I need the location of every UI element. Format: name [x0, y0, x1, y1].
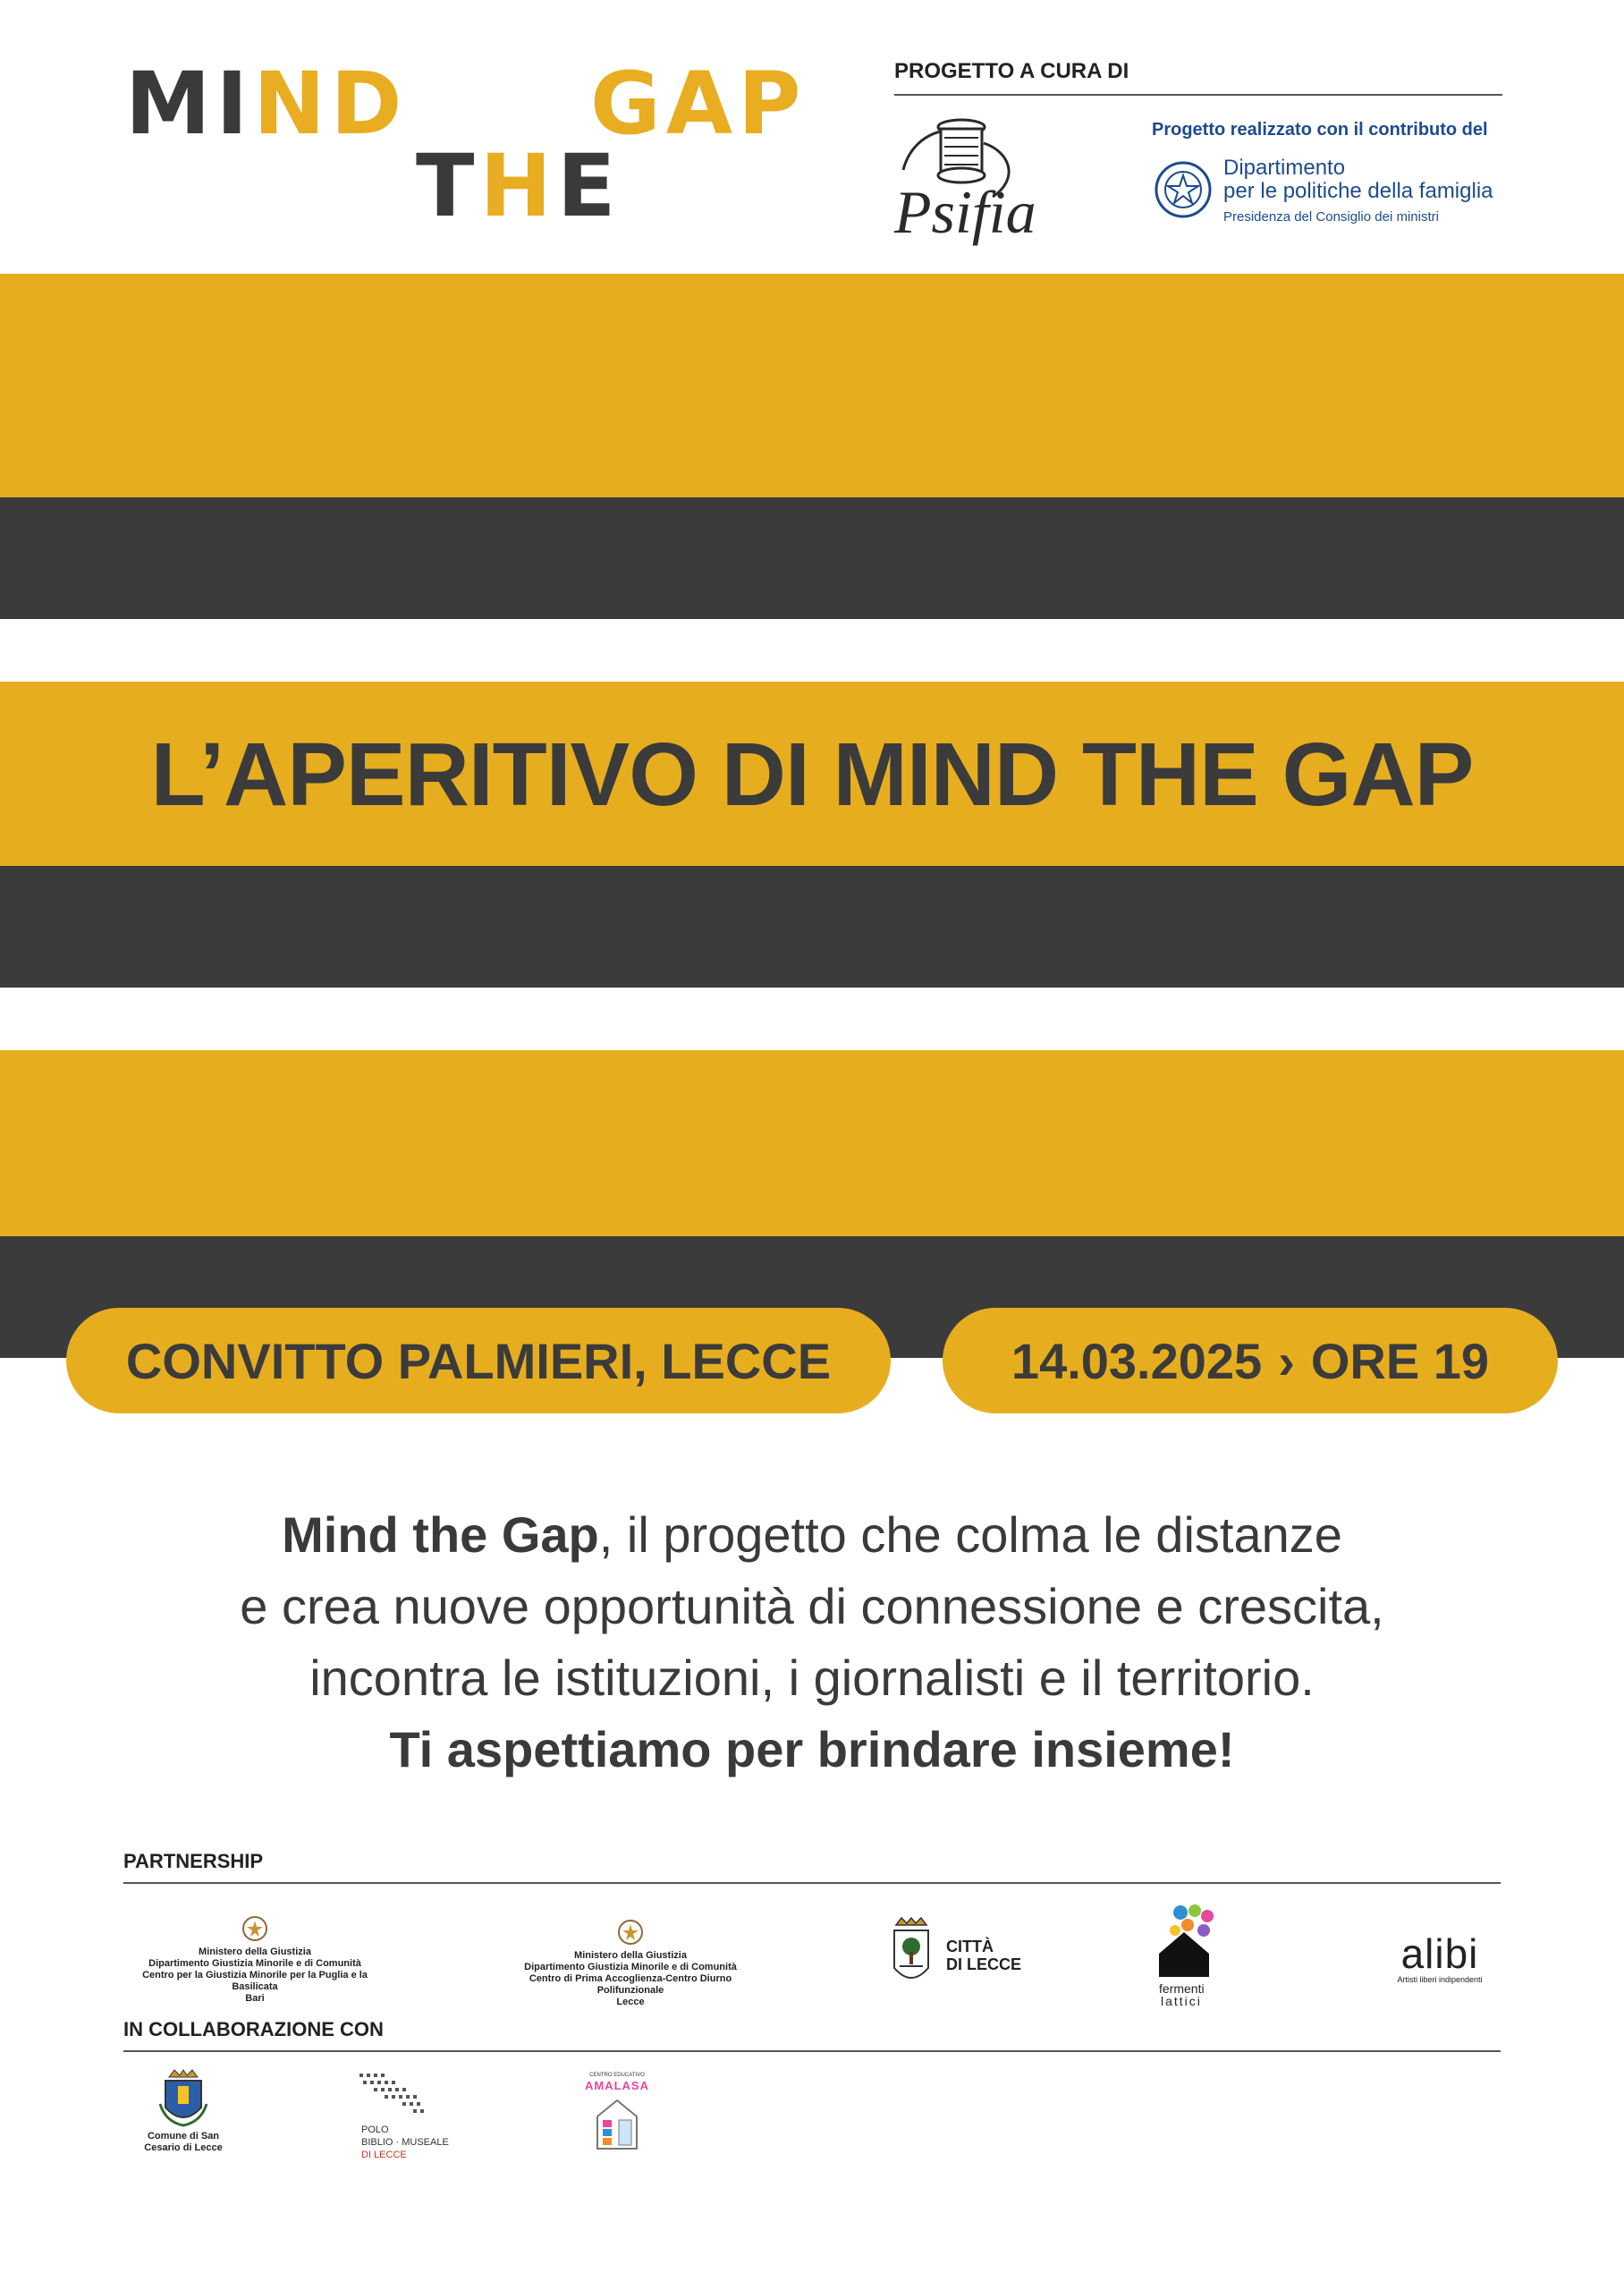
polo-line-1: POLO	[361, 2125, 389, 2135]
event-time: ORE 19	[1310, 1332, 1490, 1389]
logo-letters-e: E	[556, 136, 622, 236]
logo-letters-nd: ND	[253, 54, 408, 154]
partnership-divider	[123, 1882, 1501, 1884]
stripe-gold-1	[0, 274, 1624, 497]
logo-word-mind	[125, 54, 408, 154]
stripe-dark-2	[0, 866, 1624, 988]
polo-dots-logo-icon	[358, 2072, 438, 2122]
stripe-dark-1	[0, 497, 1624, 619]
lecce-coat-of-arms-icon	[891, 1916, 932, 1991]
citta-lecce-line-2: DI LECCE	[946, 1955, 1022, 1973]
san-cesario-line-1: Comune di San	[147, 2131, 220, 2142]
partner-1-line-4: Bari	[245, 1993, 265, 2004]
amalasa-wordmark: AMALASA	[585, 2079, 649, 2092]
alibi-tagline: Artisti liberi indipendenti	[1397, 1975, 1483, 1984]
contribution-label: Progetto realizzato con il contributo del	[1152, 120, 1488, 140]
collab-centro-educativo	[572, 2072, 662, 2170]
fermenti-line-2: lattici	[1161, 1994, 1202, 2008]
partner-alibi	[1377, 1932, 1502, 1985]
partner-fermenti-lattici	[1154, 1904, 1252, 2011]
logo-word-the	[416, 136, 622, 236]
psifia-logo	[894, 107, 1046, 246]
alibi-wordmark: alibi	[1400, 1930, 1479, 1977]
header-divider	[894, 94, 1502, 96]
collaboration-divider	[123, 2050, 1501, 2052]
date-time-badge	[943, 1308, 1558, 1413]
partner-1-line-3: Centro per la Giustizia Minorile per la Puglia e la Basilicata	[142, 1970, 368, 1992]
italian-emblem-icon	[241, 1913, 269, 1946]
event-title: L’APERITIVO DI MIND THE GAP	[150, 725, 1474, 825]
partner-ministry-lecce	[496, 1916, 765, 2008]
republic-seal-icon	[1152, 157, 1214, 225]
venue-text: CONVITTO PALMIERI, LECCE	[125, 1332, 832, 1389]
description-line-1	[0, 1499, 1624, 1571]
fermenti-lattici-logo-icon	[1154, 1904, 1252, 1979]
san-cesario-line-2: Cesario di Lecce	[144, 2142, 223, 2153]
citta-lecce-line-1: CITTÀ	[946, 1938, 994, 1955]
department-line-2: per le politiche della famiglia	[1223, 179, 1493, 203]
partner-2-line-1: Ministero della Giustizia	[574, 1950, 687, 1961]
partner-citta-di-lecce	[891, 1916, 1070, 1997]
logo-letters-h: H	[479, 136, 557, 236]
polo-line-3: DI LECCE	[361, 2150, 407, 2160]
description-line-3: incontra le istituzioni, i giornalisti e il territorio.	[309, 1650, 1315, 1706]
logo-word-gap: GAP	[590, 54, 807, 154]
fermenti-line-1: fermenti	[1159, 1981, 1205, 1996]
stripe-gold-3	[0, 1050, 1624, 1236]
partner-1-line-2: Dipartimento Giustizia Minorile e di Comunità	[148, 1958, 361, 1969]
centro-educativo-label: CENTRO EDUCATIVO	[589, 2073, 645, 2078]
curated-by-label: PROGETTO A CURA DI	[894, 59, 1129, 83]
partner-1-line-1: Ministero della Giustizia	[199, 1946, 311, 1957]
event-description	[0, 1499, 1624, 1785]
chevron-right-icon: ›	[1278, 1332, 1295, 1389]
logo-letters-t: T	[416, 136, 480, 236]
collab-polo-biblio-museale	[358, 2072, 465, 2170]
description-closing	[0, 1714, 1624, 1785]
logo-letters-mi: MI	[125, 54, 254, 154]
department-line-3: Presidenza del Consiglio dei ministri	[1223, 209, 1439, 225]
italian-emblem-icon	[616, 1916, 645, 1950]
collaboration-label: IN COLLABORAZIONE CON	[123, 2018, 384, 2040]
department-line-1: Dipartimento	[1223, 156, 1346, 180]
partner-2-line-4: Lecce	[616, 1997, 645, 2007]
venue-badge	[66, 1308, 891, 1413]
partner-2-line-3: Centro di Prima Accoglienza-Centro Diurno Polifunzionale	[529, 1973, 732, 1996]
description-line-2: e crea nuove opportunità di connessione e crescita,	[240, 1578, 1384, 1634]
partner-2-line-2: Dipartimento Giustizia Minorile e di Comunità	[524, 1962, 737, 1972]
partnership-label: PARTNERSHIP	[123, 1850, 264, 1872]
collab-san-cesario	[125, 2068, 241, 2154]
house-logo-icon	[592, 2097, 642, 2150]
psifia-wordmark: Psifia	[894, 178, 1036, 246]
partner-ministry-bari	[125, 1913, 385, 2005]
description-line-1-rest: , il progetto che colma le distanze	[598, 1506, 1342, 1563]
closing-text: Ti aspettiamo per brindare insieme!	[389, 1721, 1235, 1777]
project-name: Mind the Gap	[282, 1506, 599, 1563]
san-cesario-coat-of-arms-icon	[156, 2068, 210, 2131]
polo-line-2: BIBLIO · MUSEALE	[361, 2137, 449, 2148]
event-date: 14.03.2025	[1011, 1332, 1263, 1389]
